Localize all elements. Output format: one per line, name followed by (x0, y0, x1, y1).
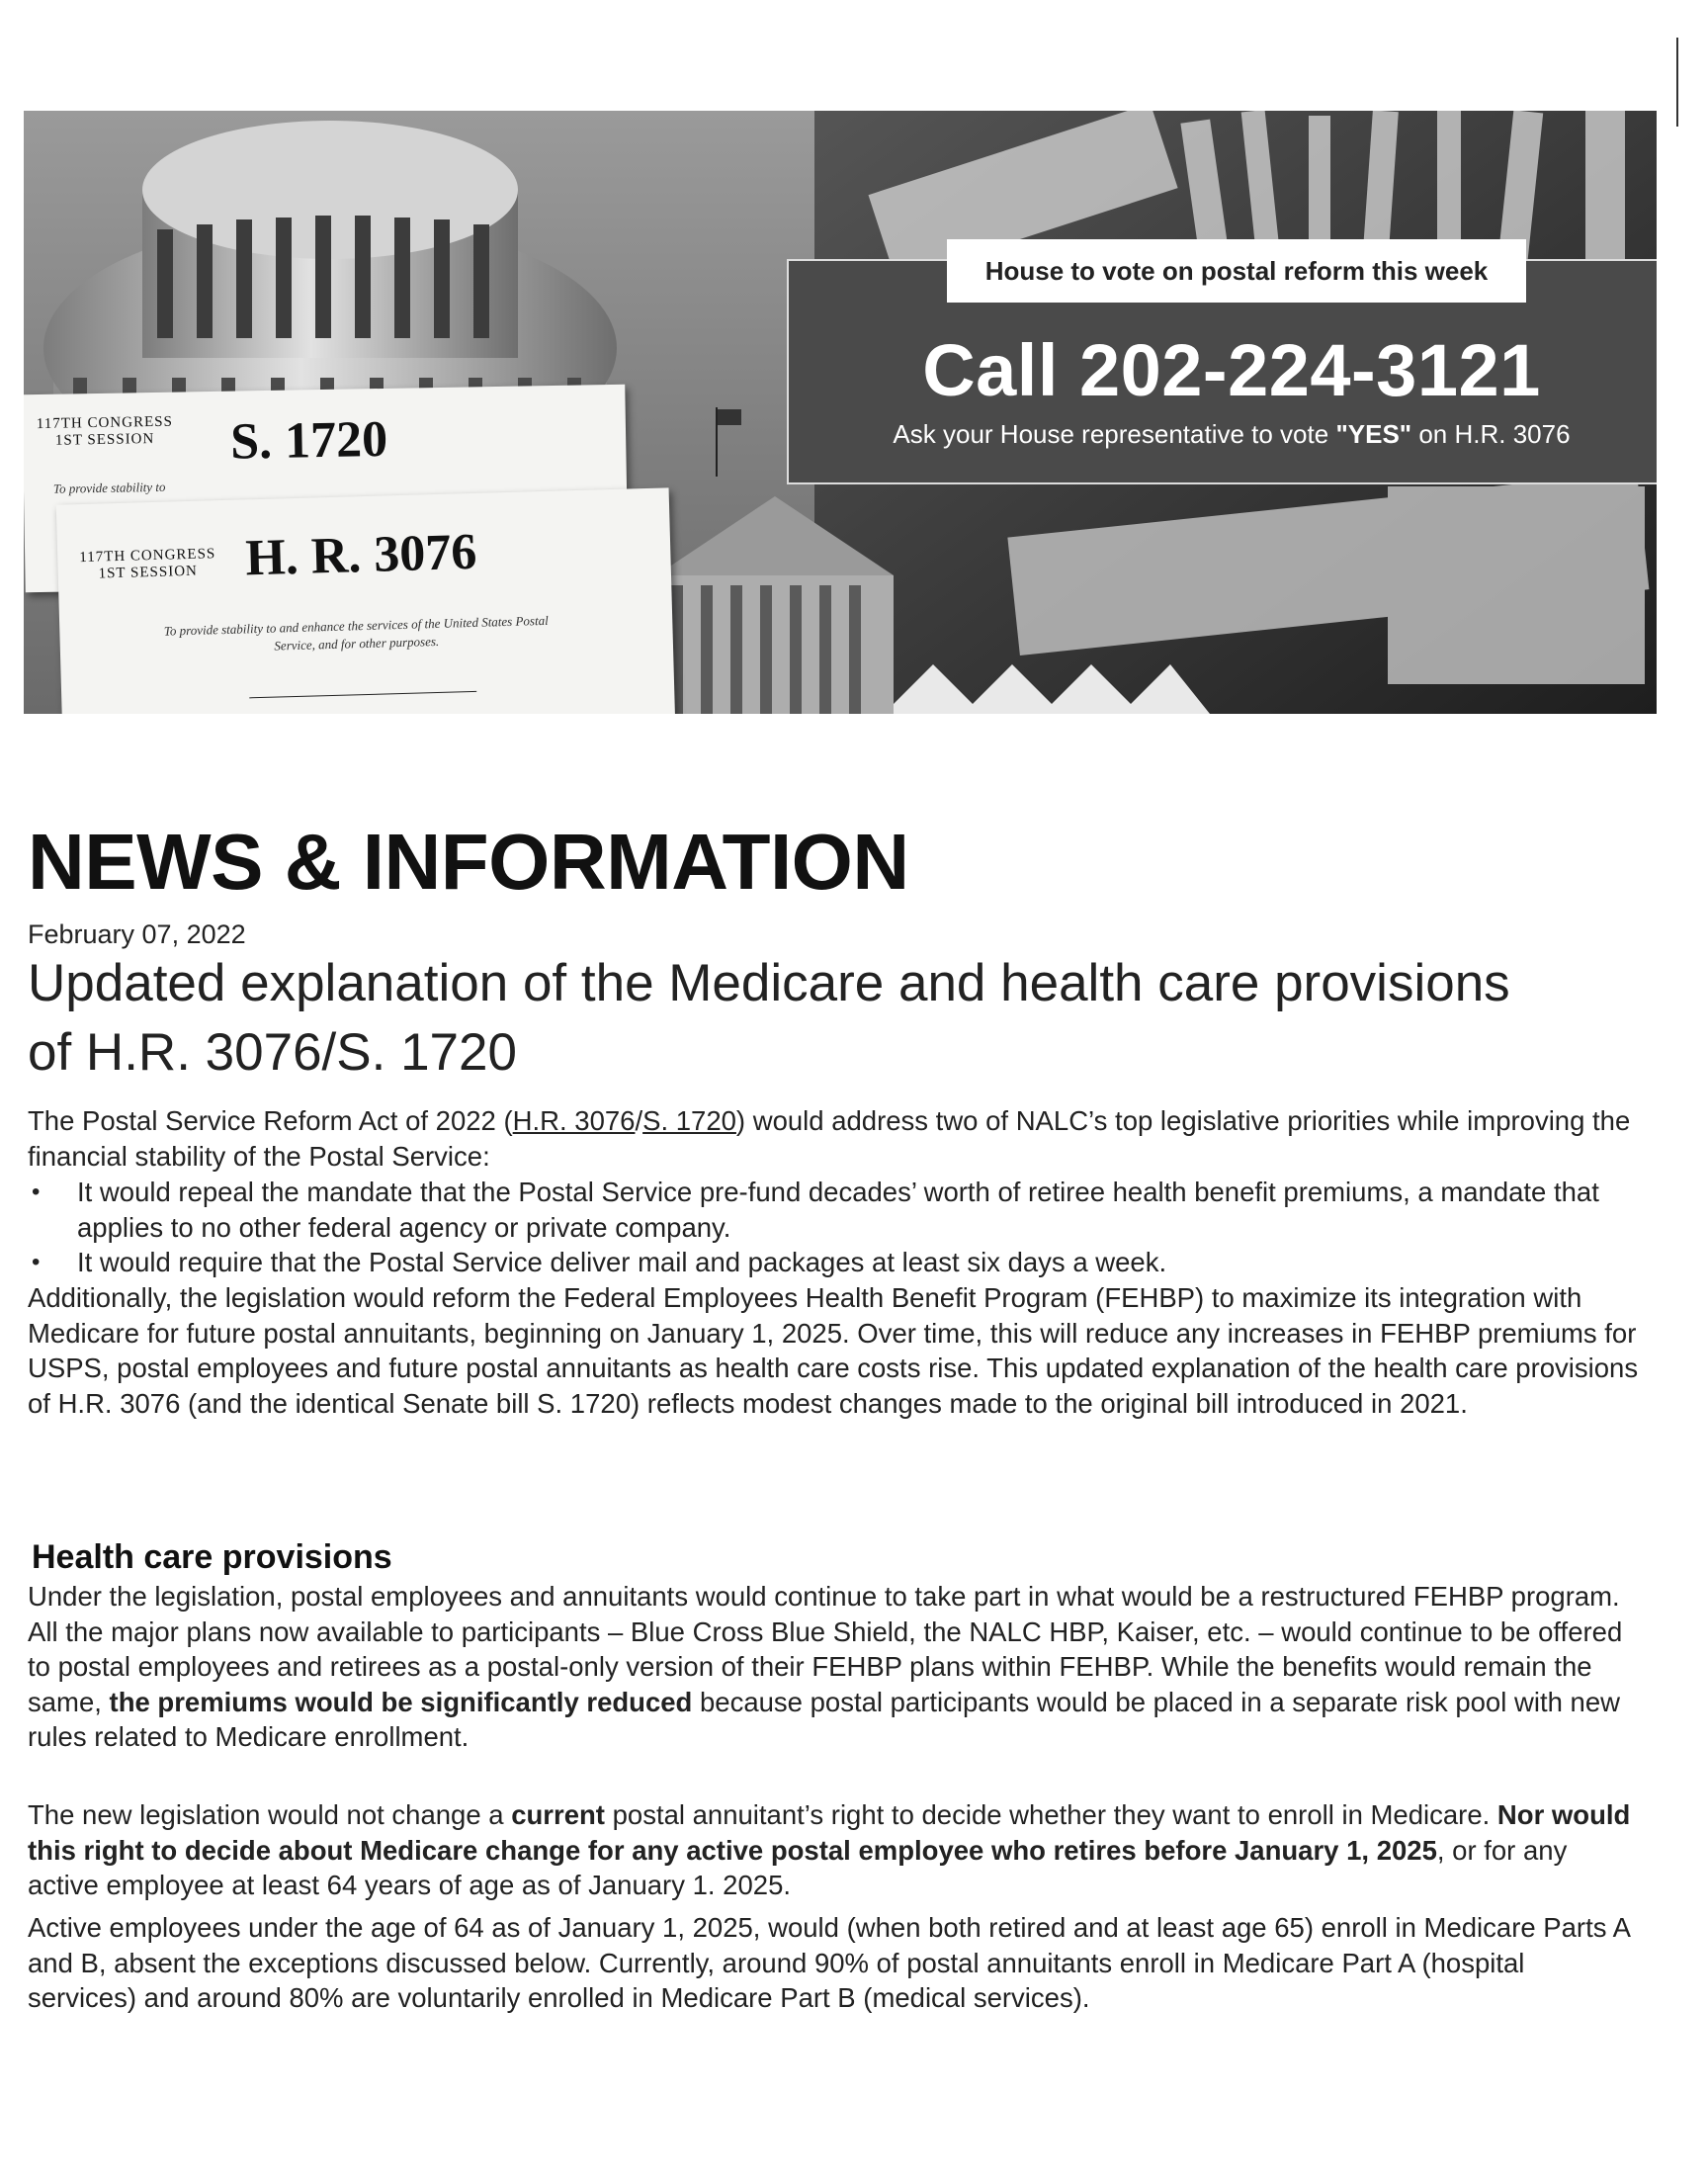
intro-text-end: ) would address two of NALC’s top legislative priorities while improving the financial stability of the Postal Service: (28, 1105, 1631, 1172)
call-phone-number[interactable]: Call 202-224-3121 (922, 329, 1541, 411)
call-instructions-bill: on H.R. 3076 (1411, 419, 1571, 449)
call-instructions-yes: "YES" (1335, 419, 1412, 449)
house-bill-purpose (79, 609, 634, 660)
senate-bill-congress-line2: 1ST SESSION (54, 431, 155, 449)
intro-separator: / (635, 1105, 643, 1136)
priority-list (28, 1175, 1639, 1280)
health-paragraph-1 (28, 1579, 1639, 1755)
hero-banner (24, 111, 1657, 714)
vote-notice-tag: House to vote on postal reform this week (947, 239, 1526, 303)
senate-bill-congress-line1: 117TH CONGRESS (36, 413, 173, 433)
s1720-link[interactable]: S. 1720 (642, 1105, 736, 1136)
health-paragraph-3: Active employees under the age of 64 as of January 1, 2025, would (when both retired and at least age 65) enroll in Medicare Parts A and B, absent the exceptions discussed below. Currently, around 90% of postal annuitants enroll in Medicare Part A (hospital services) and around 80% are voluntarily enrolled in Medicare Part B (medical services). (28, 1912, 1630, 2013)
health-paragraph-2 (28, 1797, 1639, 1903)
house-bill-congress-line2: 1ST SESSION (98, 563, 199, 582)
house-bill-rule (249, 691, 476, 698)
health-p2-text-start: The new legislation would not change a (28, 1799, 512, 1830)
call-to-action-box (787, 255, 1657, 484)
list-item: • It would repeal the mandate that the Postal Service pre-fund decades’ worth of retiree health benefit premiums, a mandate that applies to no other federal agency or private company. (28, 1175, 1639, 1245)
house-bill-document (56, 487, 675, 714)
call-instructions-text: Ask your House representative to vote (893, 419, 1336, 449)
call-instructions (789, 419, 1657, 450)
house-bill-congress-line1: 117TH CONGRESS (79, 546, 216, 567)
health-p2-text-end: , or for any active employee at least 64 years of age as of January 1. 2025. (28, 1834, 1568, 1900)
senate-bill-congress (37, 414, 174, 450)
house-bill-purpose-line1: To provide stability to and enhance the services of the United States Postal (163, 612, 549, 639)
senate-bill-purpose: To provide stability to (52, 479, 166, 496)
health-p1-text-end: because postal participants would be placed in a separate risk pool with new rules related to Medicare enrollment. (28, 1686, 1620, 1752)
additionally-paragraph: Additionally, the legislation would reform the Federal Employees Health Benefit Program (FEHBP) to maximize its integration with Medicare for future postal annuitants, beginning on January 1, 2025. Over time, this will reduce any increases in FEHBP premiums for USPS, postal employees and future postal annuitants as health care costs rise. This updated explanation of the health care provisions of H.R. 3076 (and the identical Senate bill S. 1720) reflects modest changes made to the original bill introduced in 2021. (28, 1282, 1639, 1419)
section-heading: NEWS & INFORMATION (28, 818, 909, 906)
article-date: February 07, 2022 (28, 919, 246, 949)
hr3076-link[interactable]: H.R. 3076 (512, 1105, 636, 1136)
house-bill-purpose-line2: Service, and for other purposes. (274, 633, 440, 654)
article-title: Updated explanation of the Medicare and health care provisions of H.R. 3076/S. 1720 (28, 954, 1510, 1082)
health-p2-emphasis-right: Nor would this right to decide about Medicare change for any active postal employee who retires before January 1, 2025 (28, 1799, 1631, 1866)
health-p2-emphasis-current: current (511, 1799, 605, 1830)
house-bill-number: H. R. 3076 (244, 523, 478, 587)
health-p2-text-mid: postal annuitant’s right to decide whether they want to enroll in Medicare. (604, 1799, 1497, 1830)
health-p1-text-start: Under the legislation, postal employees and annuitants would continue to take part in what would be a restructured FEHBP program. All the major plans now available to participants – Blue Cross Blue Shield, the NALC HBP, Kaiser, etc. – would continue to be offered to postal employees and retirees as a postal-only version of their FEHBP plans within FEHBP. While the benefits would remain the same, (28, 1581, 1623, 1717)
health-care-heading: Health care provisions (32, 1538, 392, 1576)
intro-text-start: The Postal Service Reform Act of 2022 ( (28, 1105, 513, 1136)
health-p1-emphasis: the premiums would be significantly reduced (109, 1686, 693, 1717)
scan-edge-line (1676, 38, 1678, 127)
intro-paragraph (28, 1103, 1639, 1174)
list-item: • It would require that the Postal Service deliver mail and packages at least six days a week. (28, 1245, 1639, 1280)
house-bill-congress (79, 546, 216, 583)
senate-bill-number: S. 1720 (229, 410, 388, 471)
